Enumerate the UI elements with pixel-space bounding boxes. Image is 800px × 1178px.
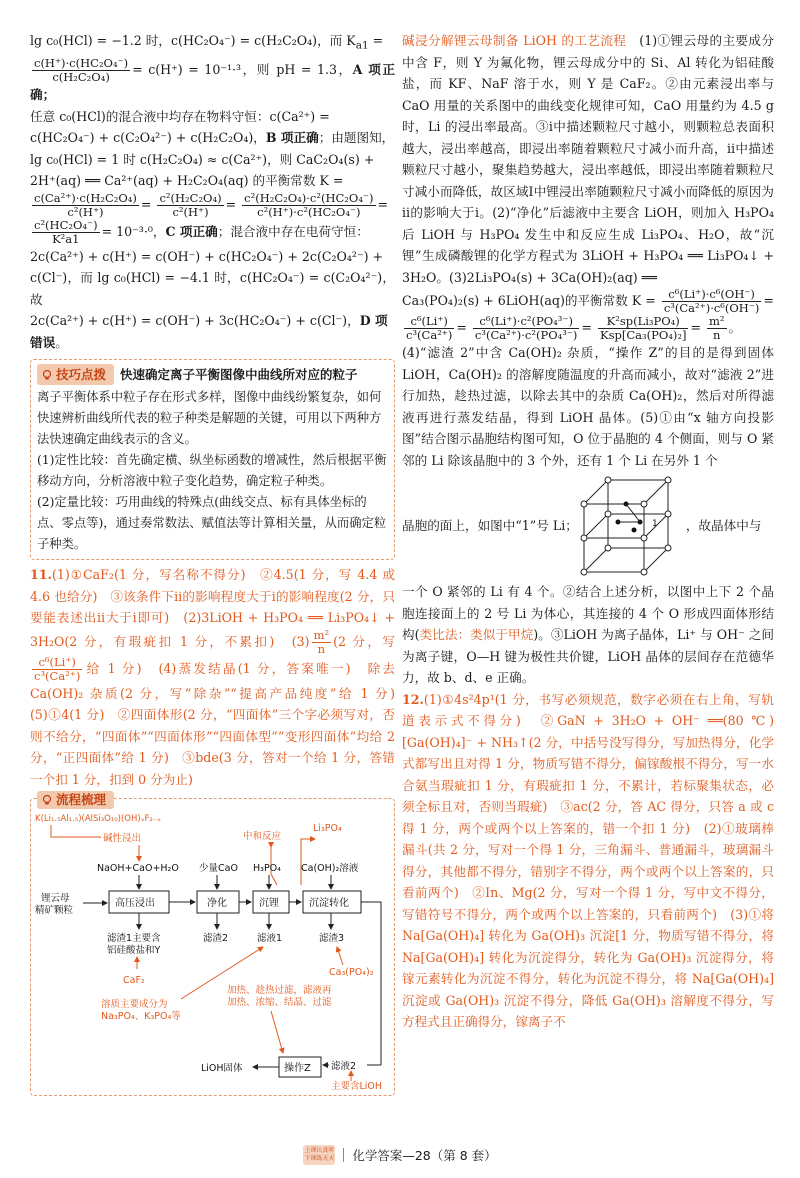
operation-label: 加热、浓缩、结晶、过滤 xyxy=(227,997,332,1009)
filtrate-1-label: 滤液1 xyxy=(257,933,283,945)
residue-2-label: 滤渣2 xyxy=(203,933,229,945)
operation-label: 加热、趁热过滤，滤液再 xyxy=(227,985,332,997)
solute-label: Na₃PO₄、K₃PO₄等 xyxy=(101,1011,181,1023)
residue-3-label: 滤渣3 xyxy=(319,933,345,945)
page-number: 化学答案—28（第 8 套） xyxy=(352,1148,497,1163)
reagent-label: Ca(OH)₂溶液 xyxy=(301,863,359,875)
filtrate-2-label: 滤液2 xyxy=(331,1061,357,1073)
raw-material-label: 精矿颗粒 xyxy=(35,905,74,917)
right-paragraph-1: 碱浸分解锂云母制备 LiOH 的工艺流程 (1)①锂云母的主要成分中含 F，则 Y 为氟化物，锂云母成分中的 Si、Al 转化为铝硅酸盐，而 KF、NaF 溶于水，则 Y 是 CaF₂。②由元素浸出率与 CaO 用量的关系图中的曲线变化规律可知，CaO 用量约为 4.5 g 时，Li 的浸出率最高。③ⅰ中描述颗粒尺寸越小，则颗粒总表面积越大，浸出率越高，即浸出率随着颗粒尺寸减小而升高，ⅱ中描述颗粒尺寸越小，聚集趋势越大，浸出率越低，即浸出率随着颗粒尺寸减小而降低，故区域Ⅰ中锂浸出率随颗粒尺寸减小而降低的原因为ⅱ的影响大于ⅰ。(2)“净化”后滤液中主要含 LiOH，则加入 H₃PO₄ 后 LiOH 与 H₃PO₄ 发生中和反应生成 Li₃PO₄、H₂O，故“沉锂”生成磷酸锂的化学方程式为 3LiOH + H₃PO₄ ══ Li₃PO₄↓ + 3H₂O。(3)2Li₃PO₄(s) + 3Ca(OH)₂(aq) ══ Ca₃(PO₄)₂(s) + 6LiOH(aq)的平衡常数 K = $\frac{\text{c⁶(Li⁺)·c⁶(OH⁻)}}{\text{c³(Ca²⁺)·c⁶(OH⁻)}}$ = $\frac{\text{c⁶(Li⁺)}}{\text{c³(Ca²⁺)}}$ = $\frac{\text{c⁶(Li⁺)·c²(PO₄³⁻)}}{\text{c³(Ca²⁺)·c²(PO₄³⁻)}}$ = $\frac{\text{K²sp(Li₃PO₄)}}{\text{Ksp[Ca₃(PO₄)₂]}}$ = $\frac{\text{m²}}{n}$ 。 (4)“滤渣 2”中含 Ca(OH)₂ 杂质，“操作 Z”的目的是得到固体 LiOH，Ca(OH)₂ 的溶解度随温度的升高而减小，故对“滤液 2”进行加热，趁热过滤，以除去其中的杂质 Ca(OH)₂，然后对所得滤液再进行蒸发结晶，得到 LiOH 晶体。(5)①由“x 轴方向投影图”结合图示晶胞结构图可知，O 位于晶胞的 4 个侧面，则与 O 紧邻的 Li 除该晶胞中的 3 个外，还有 1 个 Li 在另外 1 个 xyxy=(402,33,774,468)
alkali-leach-label: 碱性浸出 xyxy=(103,833,142,845)
footer-divider xyxy=(343,1148,344,1162)
reagent-label: NaOH+CaO+H₂O xyxy=(97,863,179,875)
tip-point-2: (2)定量比较：巧用曲线的特殊点(曲线交点、标有具体坐标的点、零点等)，通过奏常数法、赋值法等计算相关量，从而确定粒子种类。 xyxy=(37,495,387,552)
li-atom-label: 1 xyxy=(651,519,658,529)
right-paragraph-2: 一个 O 紧邻的 Li 有 4 个。②结合上述分析，以图中上下 2 个晶胞连接面上的 2 号 Li 为体心，其连接的 4 个 O 形成四面体形结构(类比法：类似于甲烷)。③LiOH 为离子晶体，Li⁺ 与 OH⁻ 之间为离子键，O—H 键为极性共价键，LiOH 晶体的层间存在范德华力，故 b、d、e 正确。 xyxy=(402,584,774,685)
process-flowchart xyxy=(31,799,394,1093)
svg-text:操作Z: 操作Z xyxy=(284,1063,311,1075)
flowchart-box xyxy=(30,792,395,1096)
fraction: $\frac{\text{m²}}{n}$ xyxy=(709,314,725,342)
crystal-cell-diagram xyxy=(578,474,686,578)
fraction: $\frac{\text{c²(H₂C₂O₄)}}{\text{c²(H⁺)}}$ xyxy=(159,190,222,219)
fraction: $\frac{\text{c⁶(Li⁺)}}{\text{c³(Ca²⁺)}}$ xyxy=(34,654,81,683)
li3po4-label: Li₃PO₄ xyxy=(313,823,342,835)
caf2-label: CaF₂ xyxy=(123,975,145,987)
question-11-answer: 11.(1)①CaF₂(1 分，写名称不得分) ②4.5(1 分，写 4.4 或 4.6 也给分) ③该条件下ⅱ的影响程度大于ⅰ的影响程度(2 分，只要能表述出ⅱ大于ⅰ即可) (2)3LiOH + H₃PO₄ ══ Li₃PO₄↓ + 3H₂O(2 分，有瑕疵扣 1 分，不累扣) (3) $\frac{\text{m²}}{n}$ (2 分，写 $\frac{\text{c⁶(Li⁺)}}{\text{c³(Ca²⁺)}}$ 给 1 分) (4)蒸发结晶(1 分，答案唯一) 除去 Ca(OH)₂ 杂质(2 分，写“除杂”“提高产品纯度”给 1 分) (5)①4(1 分) ②四面体形(2 分，“四面体”三个字必须写对，否则不给分，“四面体”“四面体形”“四面体型”“变形四面体”均给 2 分，“正四面体”给 1 分) ③bde(3 分，答对一个给 1 分，答错一个扣 1 分，扣到 0 分为止) xyxy=(30,567,408,787)
product-label: LiOH固体 xyxy=(201,1063,243,1075)
fraction: $\frac{\text{c(Ca²⁺)·c(H₂C₂O₄)}}{\text{c²(H⁺)}}$ xyxy=(34,190,137,219)
brand-logo: 上课认真听 下课练天天 xyxy=(303,1145,335,1165)
ca3po4-label: Ca₃(PO₄)₂ xyxy=(329,967,374,979)
left-column xyxy=(30,30,408,1096)
flow-badge: 流程梳理 xyxy=(37,791,114,809)
neutralization-label: 中和反应 xyxy=(243,831,282,843)
fraction: $\frac{\text{c(H⁺)·c(HC₂O₄⁻)}}{\text{c(H₂C₂O₄)}}$ xyxy=(34,56,129,85)
fraction: $\frac{\text{c²(HC₂O₄⁻)}}{\text{K²a1}}$ xyxy=(34,217,98,246)
residue-1-label: 铝硅酸盐和Y xyxy=(107,945,161,957)
page-footer xyxy=(0,1142,800,1168)
left-paragraph-1: lg c₀(HCl) = −1.2 时，c(HC₂O₄⁻) = c(H₂C₂O₄)，而 $K_{a1}$ = $\frac{\text{c(H⁺)·c(HC₂O₄⁻)}}{\text{c(H₂C₂O₄)}}$ = c(H⁺) = 10⁻¹·³，则 pH = 1.3，A 项正确； 任意 c₀(HCl)的混合液中均存在物料守恒：c(Ca²⁺) = c(HC₂O₄⁻) + c(C₂O₄²⁻) + c(H₂C₂O₄)，B 项正确；由题图知， lg c₀(HCl) = 1 时 c(H₂C₂O₄) ≈ c(Ca²⁺)，则 CaC₂O₄(s) + 2H⁺(aq) ══ Ca²⁺(aq) + H₂C₂O₄(aq) 的平衡常数 K = $\frac{\text{c(Ca²⁺)·c(H₂C₂O₄)}}{\text{c²(H⁺)}}$ = $\frac{\text{c²(H₂C₂O₄)}}{\text{c²(H⁺)}}$ = $\frac{\text{c²(H₂C₂O₄)·c²(HC₂O₄⁻)}}{\text{c²(H⁺)·c²(HC₂O₄⁻)}}$ = $\frac{\text{c²(HC₂O₄⁻)}}{\text{K²a1}}$ = 10⁻³·⁰，C 项正确；混合液中存在电荷守恒： 2c(Ca²⁺) + c(H⁺) = c(OH⁻) + c(HC₂O₄⁻) + 2c(C₂O₄²⁻) + c(Cl⁻)，而 lg c₀(HCl) = −4.1 时，c(HC₂O₄⁻) = c(C₂O₄²⁻)，故 2c(Ca²⁺) + c(H⁺) = c(OH⁻) + 3c(HC₂O₄⁻) + c(Cl⁻)，D 项 错误。 xyxy=(30,33,395,350)
question-12-answer: 12.(1)①4s²4p¹(1 分，书写必须规范，数字必须在右上角，写轨道表示式不得分) ②GaN + 3H₂O + OH⁻ ══(80 ℃) [Ga(OH)₄]⁻ + NH₃↑(2 分，中括号没写得分，写加热得分，化学式都写出且对得 1 分，物质写错不得分，偏镓酸根不得分，写一水合氨当瑕疵扣 1 分，有瑕疵扣 1 分，不累计，若标聚集状态，必须全标且对，否则当瑕疵) ③ac(2 分，答 AC 得分，只答 a 或 c 得 1 分，两个或两个以上答案的，错一个扣 1 分) (2)①玻璃棒 漏斗(共 2 分，写对一个得 1 分，三角漏斗、普通漏斗，玻璃漏斗得分，其他都不得分，错别字不得分，两个或两个以上答案的，只看前两个) ②In、Mg(2 分，写对一个得 1 分，写中文不得分，写错符号不得分，两个或两个以上答案的，只看前两个) (3)①将 Na[Ga(OH)₄] 转化为 Ga(OH)₃ 沉淀[1 分，物质写错不得分，将 Na[Ga(OH)₄] 转化为沉淀得分，转化为 Ga(OH)₃ 沉淀得分，将镓元素转化为沉淀不得分，转化为沉淀不得分，将 Na[Ga(OH)₄] 沉淀或 Ga(OH)₃ 沉淀不得分，降低 Ga(OH)₃ 溶解度不得分，写方程式且正确得分，镓离子不 xyxy=(402,691,787,1029)
fraction: $\frac{\text{c²(H₂C₂O₄)·c²(HC₂O₄⁻)}}{\text{c²(H⁺)·c²(HC₂O₄⁻)}}$ xyxy=(244,190,374,219)
svg-text:高压浸出: 高压浸出 xyxy=(115,898,155,910)
lightbulb-icon xyxy=(41,369,53,381)
tip-badge: 技巧点拨 xyxy=(37,364,114,385)
reagent-label: H₃PO₄ xyxy=(253,863,281,875)
tip-title: 快速确定离子平衡图像中曲线所对应的粒子 xyxy=(120,367,358,383)
crystal-row: 晶胞的面上，如图中“1”号 Li； 1 ，故晶体中与 xyxy=(402,471,774,581)
svg-text:沉淀转化: 沉淀转化 xyxy=(309,898,349,910)
svg-text:净化: 净化 xyxy=(207,898,227,910)
mineral-formula: K(Li₁.₅Al₁.₅)(AlSi₃O₁₀)(OH)ₓF₂₋ₓ xyxy=(35,814,162,825)
reagent-label: 少量CaO xyxy=(199,863,238,875)
fraction: $\frac{\text{c⁶(Li⁺)}}{\text{c³(Ca²⁺)}}$ xyxy=(406,314,453,342)
tip-body: 离子平衡体系中粒子存在形式多样，图像中曲线纷繁复杂，如何快速辨析曲线所代表的粒子种类是解题的关键，可用以下两种方法快速确定曲线表示的含义。 xyxy=(37,390,382,447)
fraction: $\frac{\text{c⁶(Li⁺)·c⁶(OH⁻)}}{\text{c³(Ca²⁺)·c⁶(OH⁻)}}$ xyxy=(663,287,760,315)
fraction: $\frac{\text{K²sp(Li₃PO₄)}}{\text{Ksp[Ca₃(PO₄)₂]}}$ xyxy=(599,314,687,342)
svg-text:沉锂: 沉锂 xyxy=(259,898,279,910)
tip-point-1: (1)定性比较：首先确定横、纵坐标函数的增减性，然后根据平衡移动方向，分析溶液中粒子变化趋势，确定粒子种类。 xyxy=(37,453,387,489)
raw-material-label: 锂云母 xyxy=(41,893,70,905)
fraction: $\frac{\text{m²}}{n}$ xyxy=(313,627,330,656)
filtrate-2-content: 主要含LiOH xyxy=(331,1081,383,1093)
residue-1-label: 滤渣1主要含 xyxy=(107,933,161,945)
fraction: $\frac{\text{c⁶(Li⁺)·c²(PO₄³⁻)}}{\text{c³(Ca²⁺)·c²(PO₄³⁻)}}$ xyxy=(474,314,578,342)
solute-label: 溶质主要成分为 xyxy=(101,999,168,1011)
tip-box xyxy=(30,359,395,560)
lightbulb-icon xyxy=(41,794,53,806)
right-column xyxy=(402,30,787,1033)
